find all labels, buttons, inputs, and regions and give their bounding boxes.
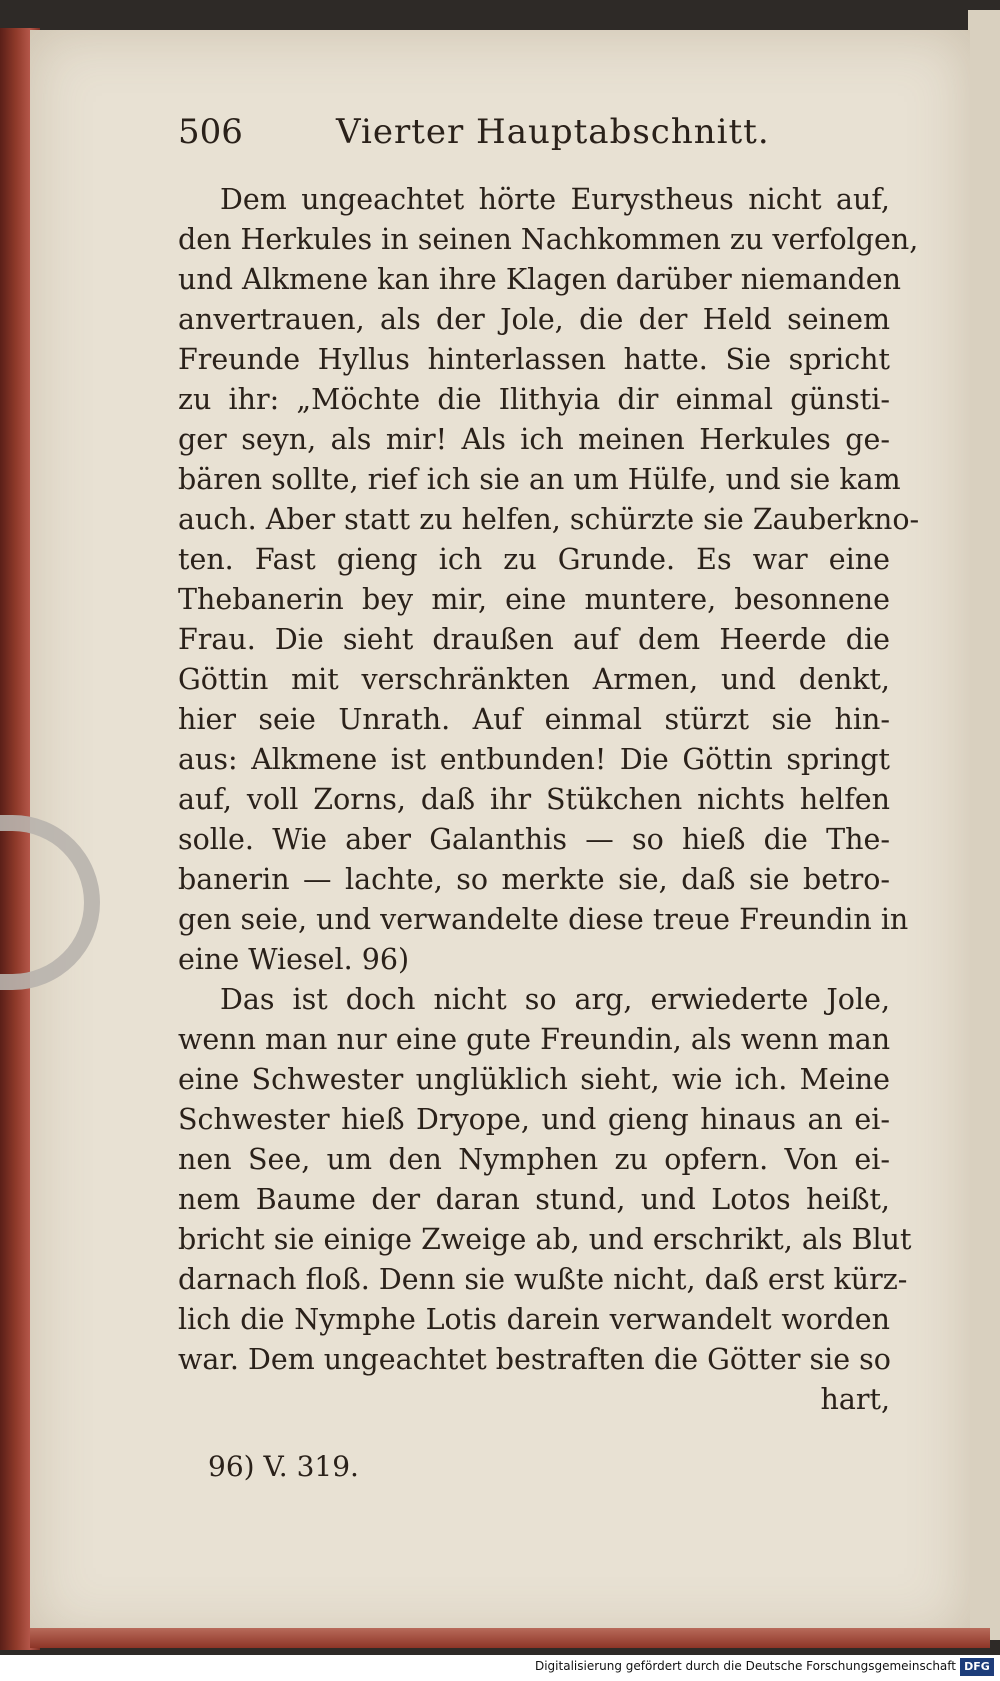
text-line: wenn man nur eine gute Freundin, als wenn man bbox=[178, 1023, 891, 1056]
body-text bbox=[178, 180, 920, 1420]
text-line: Das ist doch nicht so arg, erwiederte Jole, bbox=[220, 983, 890, 1016]
text-line: gen seie, und verwandelte diese treue Freundin in bbox=[178, 903, 909, 936]
text-line: und Alkmene kan ihre Klagen darüber niemanden bbox=[178, 263, 901, 296]
text-line: lich die Nymphe Lotis darein verwandelt worden bbox=[178, 1303, 890, 1336]
text-line: Freunde Hyllus hinterlassen hatte. Sie spricht bbox=[178, 343, 890, 376]
footnote: 96) V. 319. bbox=[208, 1450, 359, 1483]
text-line: hier seie Unrath. Auf einmal stürzt sie hin- bbox=[178, 703, 890, 736]
text-line: auf, voll Zorns, daß ihr Stükchen nichts helfen bbox=[178, 783, 890, 816]
text-line: Dem ungeachtet hörte Eurystheus nicht auf, bbox=[220, 183, 890, 216]
text-line: auch. Aber statt zu helfen, schürzte sie Zauberkno- bbox=[178, 503, 920, 536]
text-line: eine Schwester unglüklich sieht, wie ich. Meine bbox=[178, 1063, 890, 1096]
running-title: Vierter Hauptabschnitt. bbox=[336, 112, 770, 152]
text-line: Thebanerin bey mir, eine muntere, besonnene bbox=[178, 583, 890, 616]
text-line: nen See, um den Nymphen zu opfern. Von ei- bbox=[178, 1143, 890, 1176]
text-line: bricht sie einige Zweige ab, und erschrikt, als Blut bbox=[178, 1223, 912, 1256]
text-line: war. Dem ungeachtet bestraften die Götter sie so bbox=[178, 1343, 891, 1376]
dfg-logo: DFG bbox=[960, 1658, 994, 1676]
footer-bar bbox=[0, 1655, 1000, 1681]
text-line: anvertrauen, als der Jole, die der Held seinem bbox=[178, 303, 890, 336]
text-line: Schwester hieß Dryope, und gieng hinaus an ei- bbox=[178, 1103, 890, 1136]
text-line: nem Baume der daran stund, und Lotos heißt, bbox=[178, 1183, 890, 1216]
text-line: banerin — lachte, so merkte sie, daß sie betro- bbox=[178, 863, 890, 896]
catchword: hart, bbox=[820, 1383, 890, 1416]
text-line: zu ihr: „Möchte die Ilithyia dir einmal günsti- bbox=[178, 383, 890, 416]
text-line: eine Wiesel. 96) bbox=[178, 943, 410, 976]
text-line: Göttin mit verschränkten Armen, und denkt, bbox=[178, 663, 890, 696]
text-line: Frau. Die sieht draußen auf dem Heerde die bbox=[178, 623, 890, 656]
page-number: 506 bbox=[178, 112, 243, 152]
text-line: solle. Wie aber Galanthis — so hieß die The- bbox=[178, 823, 890, 856]
text-line: den Herkules in seinen Nachkommen zu verfolgen, bbox=[178, 223, 919, 256]
text-line: darnach floß. Denn sie wußte nicht, daß erst kürz- bbox=[178, 1263, 908, 1296]
funding-credit: Digitalisierung gefördert durch die Deutsche Forschungsgemeinschaft bbox=[534, 1659, 956, 1673]
text-line: aus: Alkmene ist entbunden! Die Göttin springt bbox=[178, 743, 890, 776]
page-bottom-edge bbox=[30, 1628, 990, 1648]
text-line: ten. Fast gieng ich zu Grunde. Es war eine bbox=[178, 543, 890, 576]
text-line: bären sollte, rief ich sie an um Hülfe, und sie kam bbox=[178, 463, 901, 496]
text-line: ger seyn, als mir! Als ich meinen Herkules ge- bbox=[178, 423, 890, 456]
facing-page-edge bbox=[968, 10, 1000, 1640]
